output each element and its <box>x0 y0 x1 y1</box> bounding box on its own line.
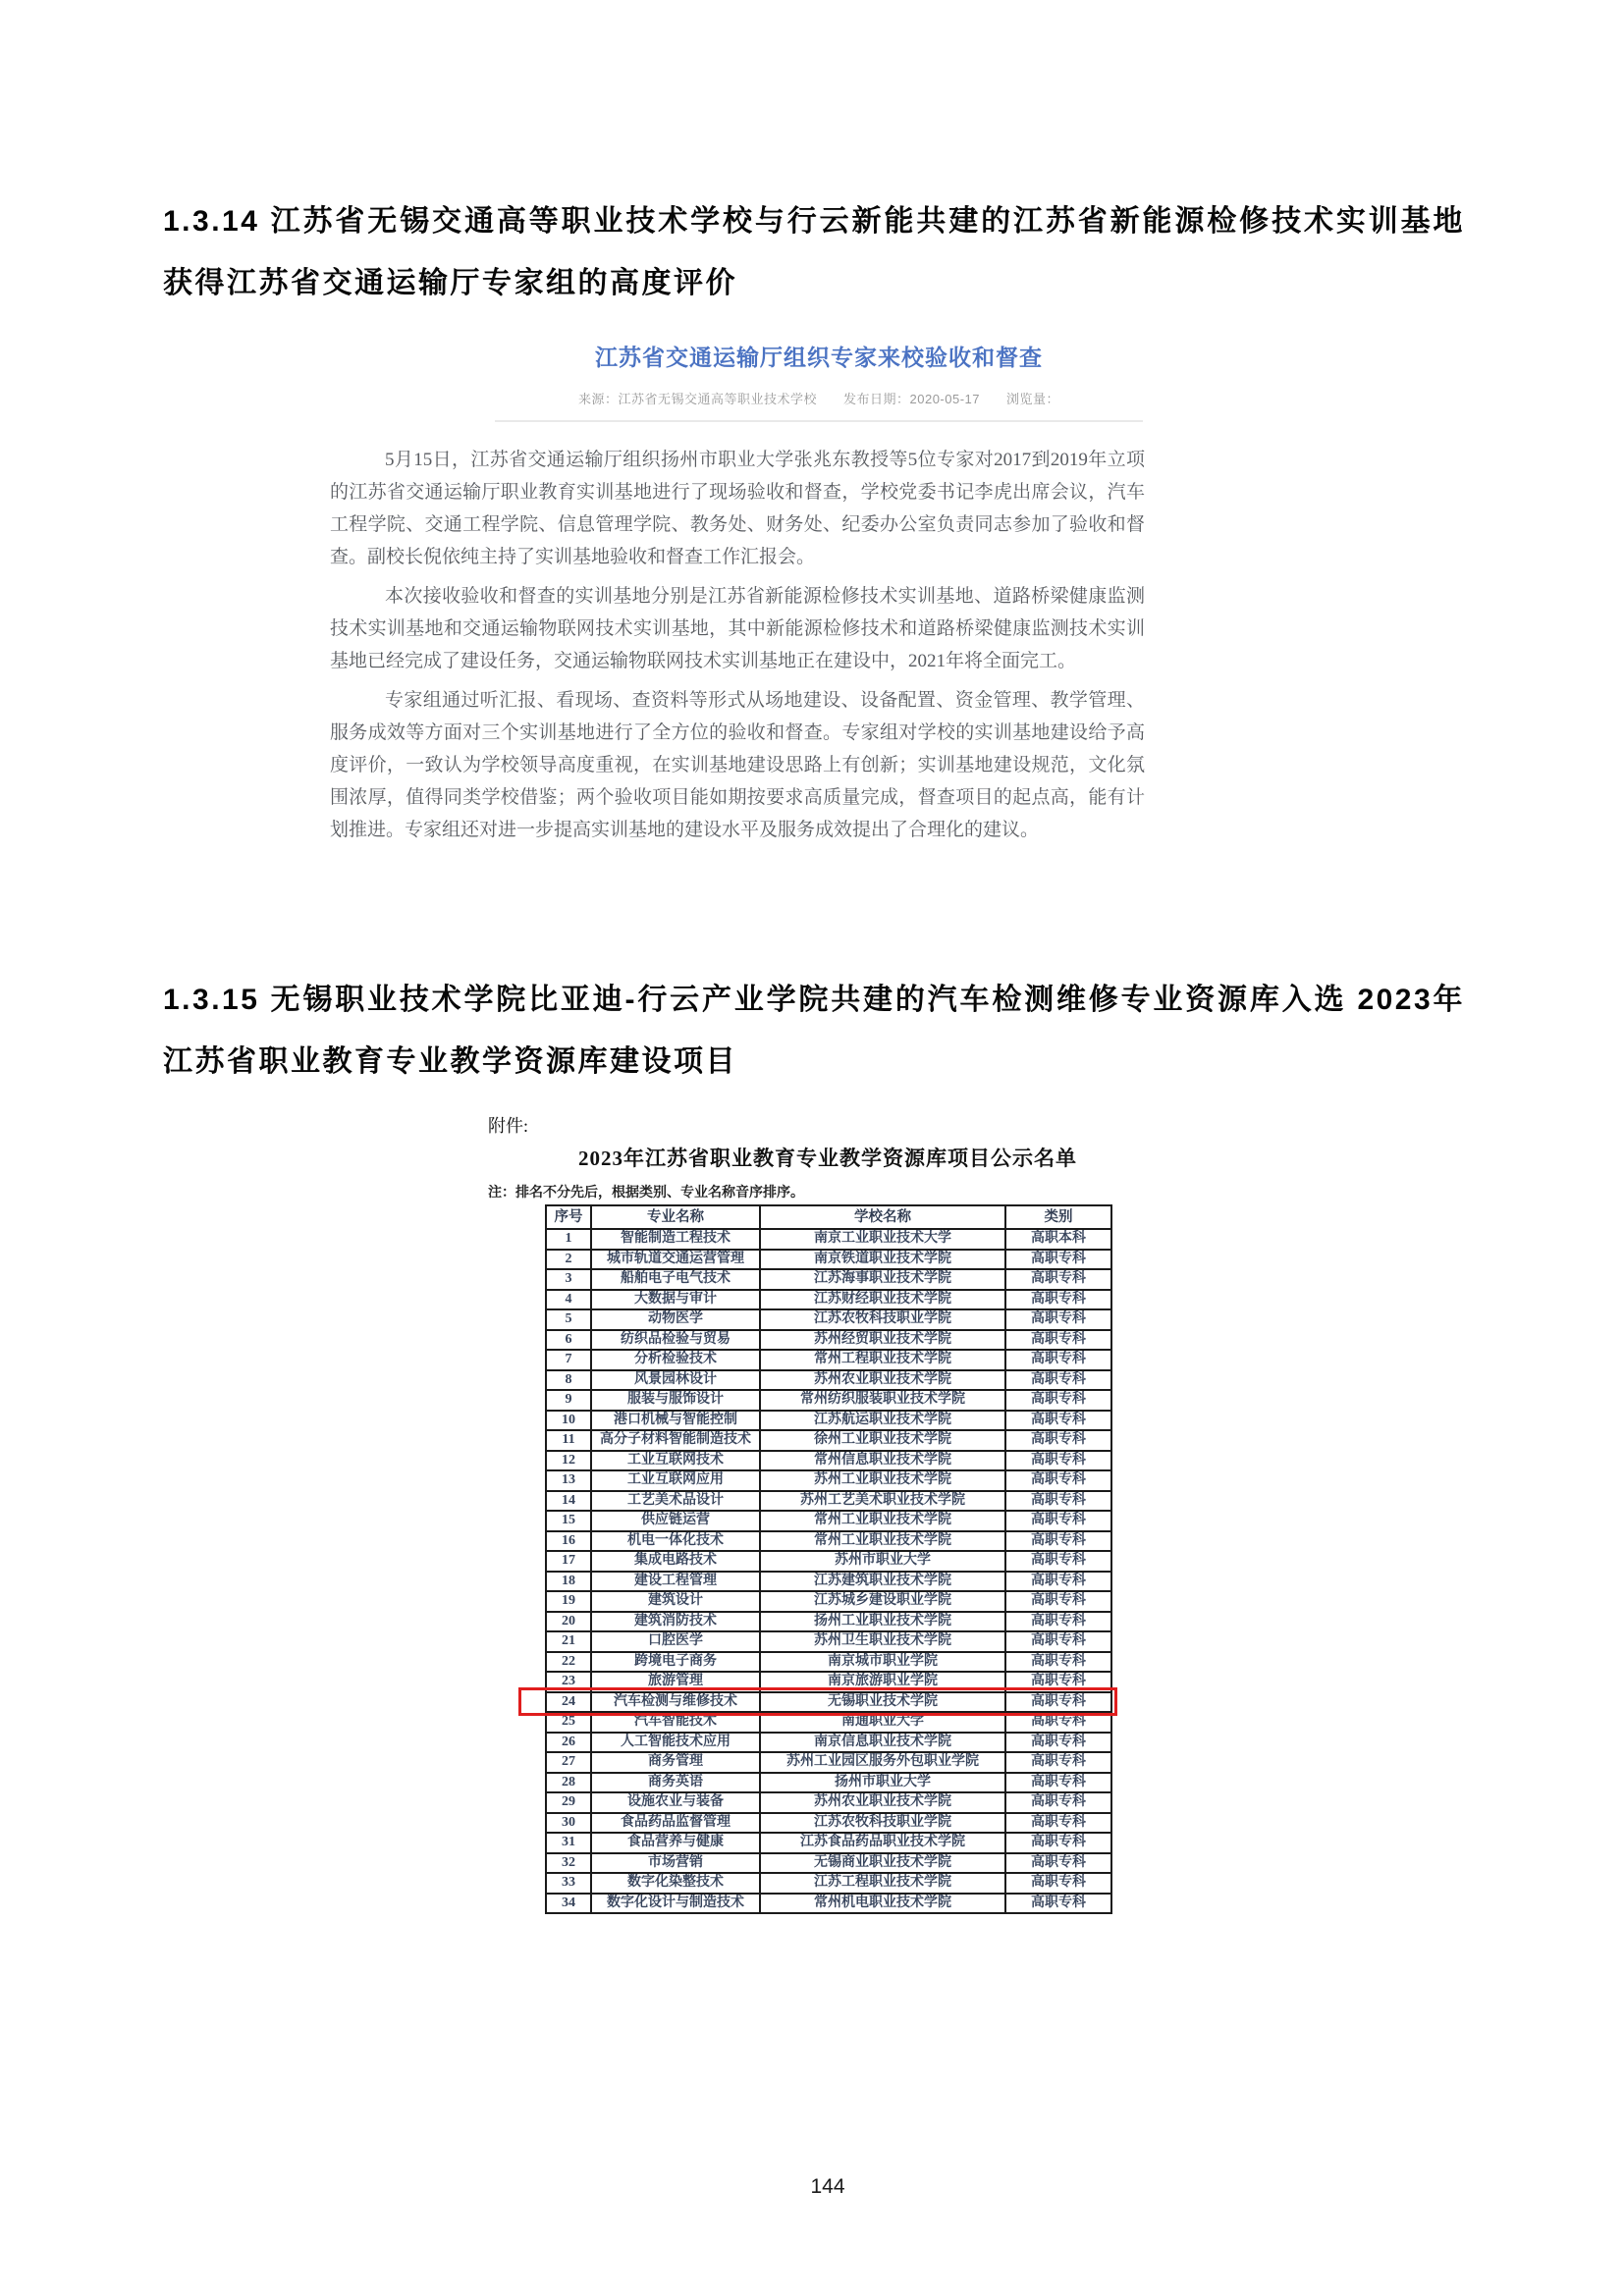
table-row <box>546 1752 1111 1773</box>
table-cell: 高职专科 <box>1005 1572 1111 1592</box>
table-cell: 旅游管理 <box>591 1672 760 1692</box>
table-cell: 16 <box>546 1531 591 1552</box>
table-cell: 高职专科 <box>1005 1672 1111 1692</box>
table-row <box>546 1470 1111 1491</box>
table-cell: 江苏食品药品职业技术学院 <box>760 1833 1005 1853</box>
table-cell: 风景园林设计 <box>591 1370 760 1391</box>
table-cell: 25 <box>546 1712 591 1733</box>
table-cell: 商务管理 <box>591 1752 760 1773</box>
table-row <box>546 1692 1111 1713</box>
table-cell: 南京铁道职业技术学院 <box>760 1250 1005 1270</box>
table-row <box>546 1672 1111 1692</box>
table-cell: 高职专科 <box>1005 1451 1111 1471</box>
table-body <box>546 1229 1111 1913</box>
table-row <box>546 1531 1111 1552</box>
table-row <box>546 1309 1111 1330</box>
table-cell: 苏州卫生职业技术学院 <box>760 1631 1005 1652</box>
table-cell: 苏州工业职业技术学院 <box>760 1470 1005 1491</box>
table-cell: 高职本科 <box>1005 1229 1111 1250</box>
table-cell: 高职专科 <box>1005 1411 1111 1431</box>
table-cell: 江苏农牧科技职业学院 <box>760 1309 1005 1330</box>
table-cell: 南通职业大学 <box>760 1712 1005 1733</box>
table-cell: 江苏财经职业技术学院 <box>760 1290 1005 1310</box>
table-cell: 高职专科 <box>1005 1773 1111 1793</box>
table-cell: 高职专科 <box>1005 1309 1111 1330</box>
table-row <box>546 1652 1111 1673</box>
table-row <box>546 1451 1111 1471</box>
table-cell: 高职专科 <box>1005 1873 1111 1894</box>
table-cell: 28 <box>546 1773 591 1793</box>
table-cell: 高职专科 <box>1005 1752 1111 1773</box>
table-cell: 30 <box>546 1813 591 1834</box>
table-cell: 26 <box>546 1733 591 1753</box>
table-header-cell: 序号 <box>546 1205 591 1229</box>
table-cell: 高分子材料智能制造技术 <box>591 1430 760 1451</box>
table-row <box>546 1631 1111 1652</box>
table-row <box>546 1572 1111 1592</box>
table-cell: 23 <box>546 1672 591 1692</box>
article-paragraph: 专家组通过听汇报、看现场、查资料等形式从场地建设、设备配置、资金管理、教学管理、服务成效等方面对三个实训基地进行了全方位的验收和督查。专家组对学校的实训基地建设给予高度评价，一致认为学校领导高度重视，在实训基地建设思路上有创新；实训基地建设规范，文化氛围浓厚，值得同类学校借鉴；两个验收项目能如期按要求高质量完成，督查项目的起点高，能有计划推进。专家组还对进一步提高实训基地的建设水平及服务成效提出了合理化的建议。 <box>330 690 1145 840</box>
table-cell: 汽车智能技术 <box>591 1712 760 1733</box>
table-cell: 常州工业职业技术学院 <box>760 1511 1005 1531</box>
table-row <box>546 1290 1111 1310</box>
table-cell: 13 <box>546 1470 591 1491</box>
table-cell: 常州工程职业技术学院 <box>760 1350 1005 1370</box>
table-row <box>546 1269 1111 1290</box>
article-header <box>495 340 1143 422</box>
table-cell: 4 <box>546 1290 591 1310</box>
table-title: 2023年江苏省职业教育专业教学资源库项目公示名单 <box>578 1147 1077 1170</box>
table-cell: 常州信息职业技术学院 <box>760 1451 1005 1471</box>
table-header-cell: 学校名称 <box>760 1205 1005 1229</box>
table-cell: 高职专科 <box>1005 1390 1111 1411</box>
table-row <box>546 1229 1111 1250</box>
table-header-cell: 类别 <box>1005 1205 1111 1229</box>
table-cell: 高职专科 <box>1005 1591 1111 1612</box>
table-cell: 江苏农牧科技职业学院 <box>760 1813 1005 1834</box>
table-row <box>546 1873 1111 1894</box>
table-cell: 商务英语 <box>591 1773 760 1793</box>
table-cell: 汽车检测与维修技术 <box>591 1692 760 1713</box>
table-row <box>546 1813 1111 1834</box>
table-cell: 高职专科 <box>1005 1612 1111 1632</box>
table-cell: 智能制造工程技术 <box>591 1229 760 1250</box>
table-cell: 高职专科 <box>1005 1470 1111 1491</box>
table-cell: 11 <box>546 1430 591 1451</box>
table-cell: 南京信息职业技术学院 <box>760 1733 1005 1753</box>
table-cell: 22 <box>546 1652 591 1673</box>
table-cell: 高职专科 <box>1005 1350 1111 1370</box>
table-cell: 工艺美术品设计 <box>591 1491 760 1512</box>
table-cell: 18 <box>546 1572 591 1592</box>
table-cell: 港口机械与智能控制 <box>591 1411 760 1431</box>
table-cell: 高职专科 <box>1005 1631 1111 1652</box>
table-cell: 34 <box>546 1894 591 1914</box>
table-cell: 常州纺织服装职业技术学院 <box>760 1390 1005 1411</box>
article-meta: 来源：江苏省无锡交通高等职业技术学校 发布日期：2020-05-17 浏览量： <box>578 392 1059 406</box>
table-cell: 工业互联网技术 <box>591 1451 760 1471</box>
table-row <box>546 1792 1111 1813</box>
table-row <box>546 1894 1111 1914</box>
table-row <box>546 1773 1111 1793</box>
table-cell: 数字化染整技术 <box>591 1873 760 1894</box>
attachment-label: 附件: <box>488 1116 529 1136</box>
table-row <box>546 1612 1111 1632</box>
table-cell: 无锡商业职业技术学院 <box>760 1853 1005 1874</box>
table-cell: 江苏工程职业技术学院 <box>760 1873 1005 1894</box>
table-cell: 设施农业与装备 <box>591 1792 760 1813</box>
table-cell: 高职专科 <box>1005 1792 1111 1813</box>
table-cell: 苏州工业园区服务外包职业学院 <box>760 1752 1005 1773</box>
table-cell: 城市轨道交通运营管理 <box>591 1250 760 1270</box>
table-cell: 21 <box>546 1631 591 1652</box>
table-cell: 机电一体化技术 <box>591 1531 760 1552</box>
table-cell: 高职专科 <box>1005 1250 1111 1270</box>
table-cell: 高职专科 <box>1005 1692 1111 1713</box>
table-cell: 苏州工艺美术职业技术学院 <box>760 1491 1005 1512</box>
table-cell: 集成电路技术 <box>591 1551 760 1572</box>
table-cell: 高职专科 <box>1005 1652 1111 1673</box>
table-row <box>546 1511 1111 1531</box>
table-cell: 29 <box>546 1792 591 1813</box>
table-cell: 8 <box>546 1370 591 1391</box>
table-row <box>546 1733 1111 1753</box>
table-cell: 高职专科 <box>1005 1712 1111 1733</box>
table-cell: 10 <box>546 1411 591 1431</box>
table-cell: 32 <box>546 1853 591 1874</box>
table-row <box>546 1370 1111 1391</box>
table-row <box>546 1551 1111 1572</box>
table-cell: 人工智能技术应用 <box>591 1733 760 1753</box>
table-cell: 江苏城乡建设职业学院 <box>760 1591 1005 1612</box>
table-cell: 供应链运营 <box>591 1511 760 1531</box>
table-cell: 建筑消防技术 <box>591 1612 760 1632</box>
table-cell: 33 <box>546 1873 591 1894</box>
table-cell: 南京城市职业学院 <box>760 1652 1005 1673</box>
table-cell: 15 <box>546 1511 591 1531</box>
table-cell: 17 <box>546 1551 591 1572</box>
table-cell: 南京工业职业技术大学 <box>760 1229 1005 1250</box>
table-cell: 高职专科 <box>1005 1269 1111 1290</box>
table-cell: 食品营养与健康 <box>591 1833 760 1853</box>
table-row <box>546 1250 1111 1270</box>
table-cell: 数字化设计与制造技术 <box>591 1894 760 1914</box>
table-cell: 高职专科 <box>1005 1511 1111 1531</box>
table-row <box>546 1491 1111 1512</box>
article-paragraph: 本次接收验收和督查的实训基地分别是江苏省新能源检修技术实训基地、道路桥梁健康监测技术实训基地和交通运输物联网技术实训基地，其中新能源检修技术和道路桥梁健康监测技术实训基地已经完成了建设任务，交通运输物联网技术实训基地正在建设中，2021年将全面完工。 <box>330 586 1145 671</box>
table-cell: 12 <box>546 1451 591 1471</box>
table-cell: 工业互联网应用 <box>591 1470 760 1491</box>
table-cell: 江苏航运职业技术学院 <box>760 1411 1005 1431</box>
table-cell: 高职专科 <box>1005 1430 1111 1451</box>
table-row <box>546 1390 1111 1411</box>
table-cell: 2 <box>546 1250 591 1270</box>
table-cell: 高职专科 <box>1005 1290 1111 1310</box>
table-cell: 7 <box>546 1350 591 1370</box>
page-number: 144 <box>810 2175 845 2198</box>
results-table <box>545 1204 1112 1914</box>
section-heading-1-3-14: 1.3.14 江苏省无锡交通高等职业技术学校与行云新能共建的江苏省新能源检修技术实训基地获得江苏省交通运输厅专家组的高度评价 <box>163 205 1465 299</box>
table-cell: 6 <box>546 1330 591 1351</box>
table-cell: 14 <box>546 1491 591 1512</box>
table-cell: 20 <box>546 1612 591 1632</box>
table-cell: 3 <box>546 1269 591 1290</box>
table-cell: 服装与服饰设计 <box>591 1390 760 1411</box>
table-cell: 食品药品监督管理 <box>591 1813 760 1834</box>
table-cell: 1 <box>546 1229 591 1250</box>
table-note: 注：排名不分先后，根据类别、专业名称音序排序。 <box>488 1186 804 1201</box>
table-cell: 南京旅游职业学院 <box>760 1672 1005 1692</box>
table-cell: 江苏海事职业技术学院 <box>760 1269 1005 1290</box>
table-row <box>546 1712 1111 1733</box>
table-row <box>546 1591 1111 1612</box>
table-cell: 24 <box>546 1692 591 1713</box>
table-cell: 市场营销 <box>591 1853 760 1874</box>
table-cell: 扬州工业职业技术学院 <box>760 1612 1005 1632</box>
article-title: 江苏省交通运输厅组织专家来校验收和督查 <box>595 345 1043 370</box>
table-cell: 口腔医学 <box>591 1631 760 1652</box>
table-cell: 分析检验技术 <box>591 1350 760 1370</box>
table-head-row <box>546 1205 1111 1229</box>
table-cell: 高职专科 <box>1005 1491 1111 1512</box>
table-cell: 高职专科 <box>1005 1833 1111 1853</box>
table-cell: 高职专科 <box>1005 1733 1111 1753</box>
table-row <box>546 1833 1111 1853</box>
article-divider <box>495 420 1143 422</box>
table-wrapper <box>545 1204 1112 1914</box>
article-paragraph: 5月15日，江苏省交通运输厅组织扬州市职业大学张兆东教授等5位专家对2017到2019年立项的江苏省交通运输厅职业教育实训基地进行了现场验收和督查，学校党委书记李虎出席会议，汽车工程学院、交通工程学院、信息管理学院、教务处、财务处、纪委办公室负责同志参加了验收和督查。副校长倪依纯主持了实训基地验收和督查工作汇报会。 <box>330 450 1145 567</box>
table-cell: 建筑设计 <box>591 1591 760 1612</box>
article-paragraphs <box>330 444 1145 846</box>
table-cell: 高职专科 <box>1005 1813 1111 1834</box>
table-cell: 5 <box>546 1309 591 1330</box>
table-row <box>546 1350 1111 1370</box>
table-cell: 常州工业职业技术学院 <box>760 1531 1005 1552</box>
table-cell: 27 <box>546 1752 591 1773</box>
table-cell: 31 <box>546 1833 591 1853</box>
table-cell: 船舶电子电气技术 <box>591 1269 760 1290</box>
table-cell: 常州机电职业技术学院 <box>760 1894 1005 1914</box>
section-heading-1-3-15: 1.3.15 无锡职业技术学院比亚迪-行云产业学院共建的汽车检测维修专业资源库入选 2023年江苏省职业教育专业教学资源库建设项目 <box>163 984 1465 1078</box>
table-cell: 大数据与审计 <box>591 1290 760 1310</box>
table-cell: 19 <box>546 1591 591 1612</box>
table-cell: 苏州市职业大学 <box>760 1551 1005 1572</box>
table-cell: 徐州工业职业技术学院 <box>760 1430 1005 1451</box>
table-header-cell: 专业名称 <box>591 1205 760 1229</box>
table-cell: 高职专科 <box>1005 1853 1111 1874</box>
table-cell: 建设工程管理 <box>591 1572 760 1592</box>
table-row <box>546 1411 1111 1431</box>
table-cell: 高职专科 <box>1005 1531 1111 1552</box>
table-cell: 无锡职业技术学院 <box>760 1692 1005 1713</box>
table-cell: 苏州农业职业技术学院 <box>760 1370 1005 1391</box>
table-row <box>546 1430 1111 1451</box>
table-cell: 扬州市职业大学 <box>760 1773 1005 1793</box>
table-cell: 9 <box>546 1390 591 1411</box>
table-cell: 高职专科 <box>1005 1551 1111 1572</box>
table-cell: 高职专科 <box>1005 1370 1111 1391</box>
table-cell: 跨境电子商务 <box>591 1652 760 1673</box>
table-cell: 苏州农业职业技术学院 <box>760 1792 1005 1813</box>
table-cell: 纺织品检验与贸易 <box>591 1330 760 1351</box>
table-row <box>546 1330 1111 1351</box>
embedded-article-screenshot <box>330 340 1145 853</box>
table-cell: 江苏建筑职业技术学院 <box>760 1572 1005 1592</box>
table-cell: 高职专科 <box>1005 1330 1111 1351</box>
table-cell: 高职专科 <box>1005 1894 1111 1914</box>
table-cell: 动物医学 <box>591 1309 760 1330</box>
table-row <box>546 1853 1111 1874</box>
table-cell: 苏州经贸职业技术学院 <box>760 1330 1005 1351</box>
